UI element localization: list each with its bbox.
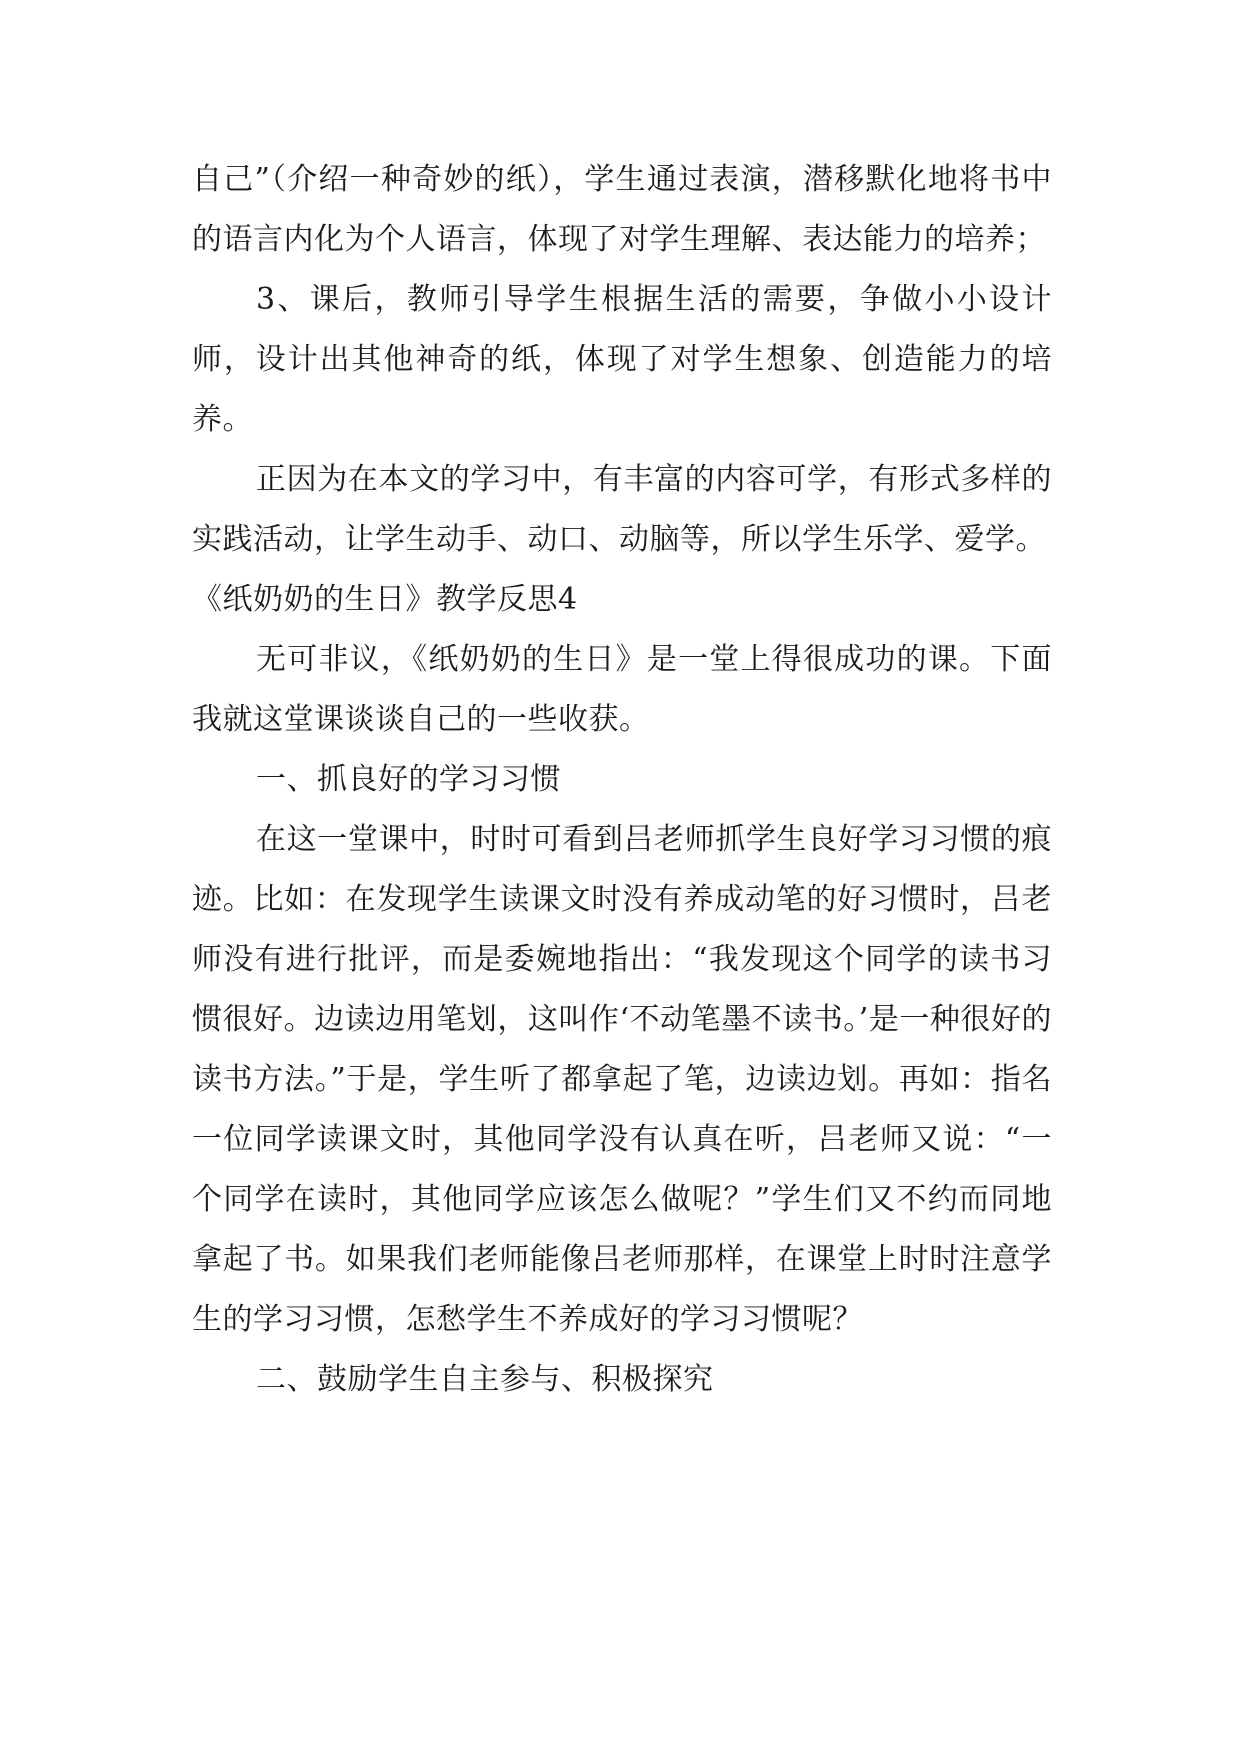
paragraph-after-class: 3、课后，教师引导学生根据生活的需要，争做小小设计师，设计出其他神奇的纸，体现了对学生想象、创造能力的培养。 xyxy=(192,282,1052,437)
section-heading: 《纸奶奶的生日》教学反思4 xyxy=(192,582,578,617)
document-body xyxy=(192,150,1052,1410)
paragraph-continuation: 自己”（介绍一种奇妙的纸），学生通过表演，潜移默化地将书中的语言内化为个人语言，体现了对学生理解、表达能力的培养； xyxy=(192,162,1052,257)
subheading-participation: 二、鼓励学生自主参与、积极探究 xyxy=(256,1362,714,1397)
subheading-habits: 一、抓良好的学习习惯 xyxy=(256,762,561,797)
paragraph-intro: 无可非议，《纸奶奶的生日》是一堂上得很成功的课。下面我就这堂课谈谈自己的一些收获。 xyxy=(192,642,1052,737)
paragraph-summary: 正因为在本文的学习中，有丰富的内容可学，有形式多样的实践活动，让学生动手、动口、动脑等，所以学生乐学、爱学。 xyxy=(192,462,1052,557)
paragraph-habits: 在这一堂课中，时时可看到吕老师抓学生良好学习习惯的痕迹。比如：在发现学生读课文时没有养成动笔的好习惯时，吕老师没有进行批评，而是委婉地指出：“我发现这个同学的读书习惯很好。边读边用笔划，这叫作‘不动笔墨不读书。’是一种很好的读书方法。”于是，学生听了都拿起了笔，边读边划。再如：指名一位同学读课文时，其他同学没有认真在听，吕老师又说：“一个同学在读时，其他同学应该怎么做呢？”学生们又不约而同地拿起了书。如果我们老师能像吕老师那样，在课堂上时时注意学生的学习习惯，怎愁学生不养成好的学习习惯呢？ xyxy=(192,822,1052,1337)
